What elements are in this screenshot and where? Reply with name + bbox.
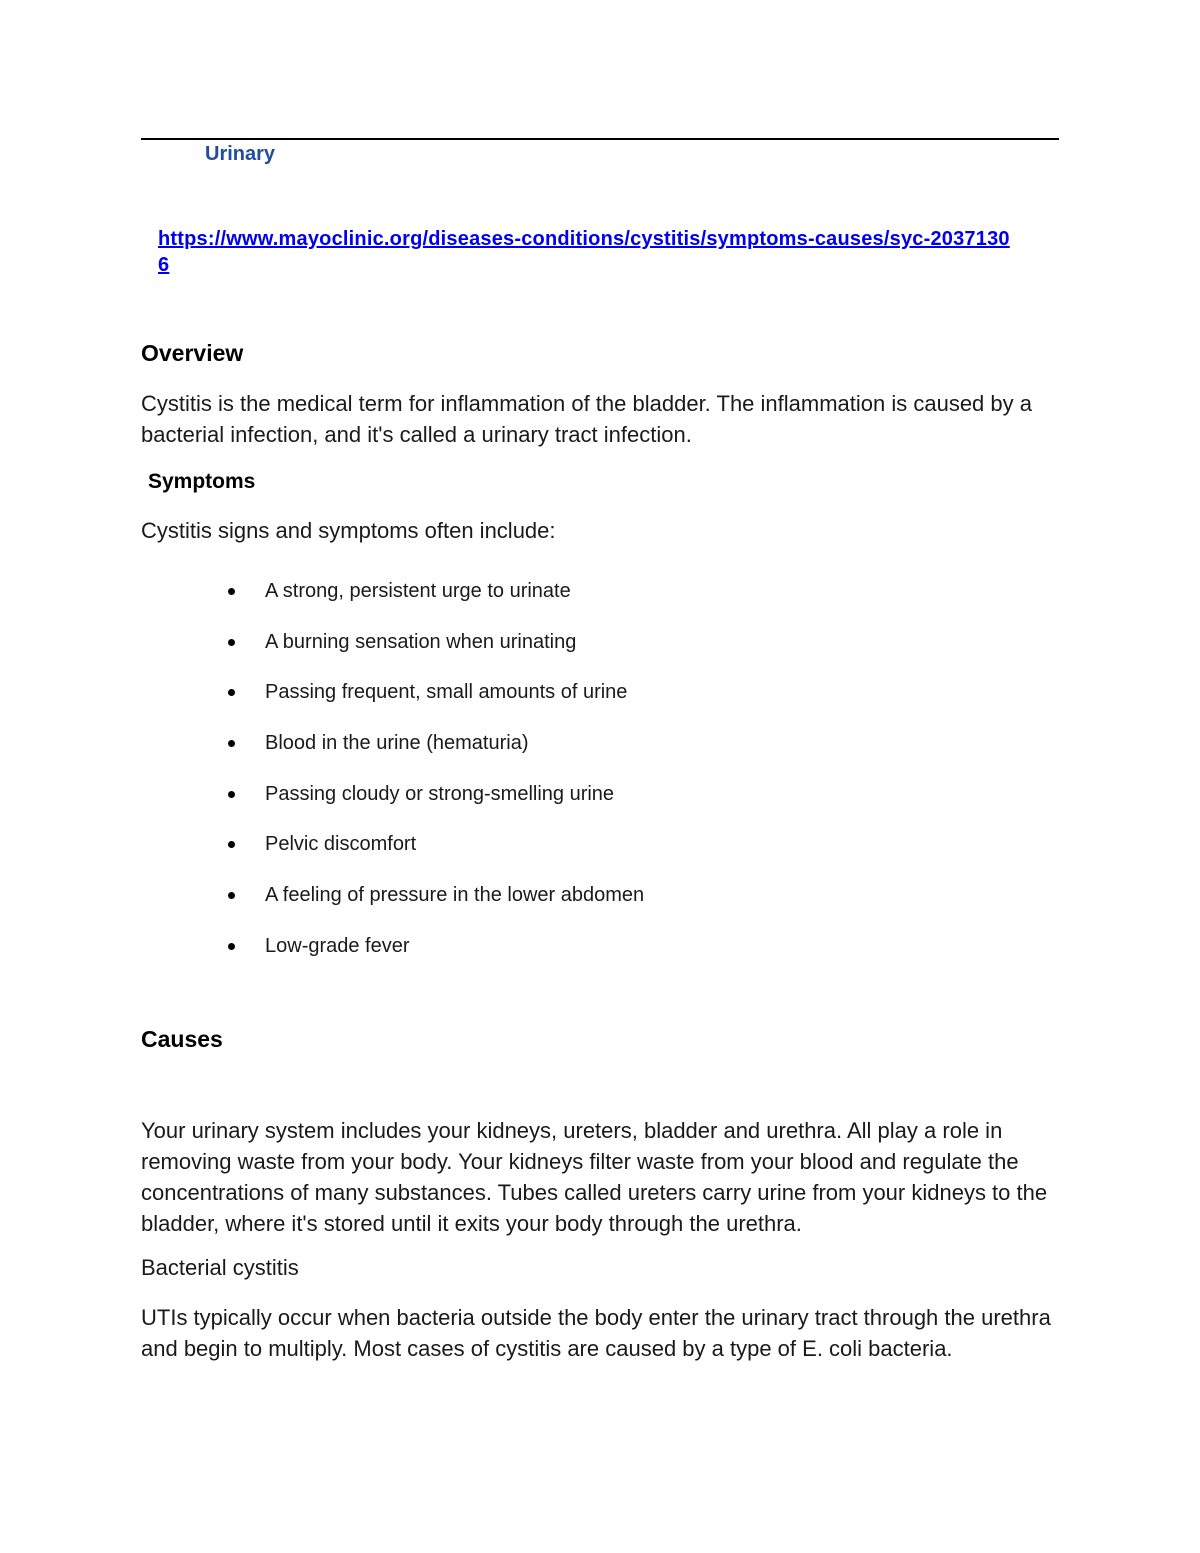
bullet-icon bbox=[228, 892, 235, 899]
list-item-text: Passing cloudy or strong-smelling urine bbox=[265, 782, 615, 805]
symptoms-heading: Symptoms bbox=[148, 470, 256, 493]
bacterial-cystitis-heading: Bacterial cystitis bbox=[141, 1255, 299, 1280]
list-item-text: Low-grade fever bbox=[265, 934, 410, 957]
causes-paragraph: Your urinary system includes your kidneys, ureters, bladder and urethra. All play a role in removing waste from your body. Your kidneys filter waste from your blood and regulate the concentrations of many substances. Tubes called ureters carry urine from your kidneys to the bladder, where it's stored until it exits your body through the urethra. bbox=[141, 1118, 1048, 1236]
section-label: Urinary bbox=[205, 143, 276, 165]
bullet-icon bbox=[228, 639, 235, 646]
bullet-icon bbox=[228, 791, 235, 798]
bullet-icon bbox=[228, 841, 235, 848]
overview-heading: Overview bbox=[141, 340, 244, 366]
source-link[interactable]: https://www.mayoclinic.org/diseases-conditions/cystitis/symptoms-causes/syc-20371306 bbox=[158, 228, 1010, 276]
list-item-text: A burning sensation when urinating bbox=[265, 630, 577, 653]
list-item-text: Passing frequent, small amounts of urine bbox=[265, 681, 628, 704]
top-divider bbox=[141, 138, 1059, 140]
bullet-icon bbox=[228, 943, 235, 950]
overview-paragraph: Cystitis is the medical term for inflammation of the bladder. The inflammation is caused by a bacterial infection, and it's called a urinary tract infection. bbox=[141, 391, 1032, 447]
causes-heading: Causes bbox=[141, 1026, 223, 1052]
bullet-icon bbox=[228, 588, 235, 595]
bacterial-cystitis-paragraph: UTIs typically occur when bacteria outside the body enter the urinary tract through the urethra and begin to multiply. Most cases of cystitis are caused by a type of E. coli bacteria. bbox=[141, 1305, 1051, 1361]
bullet-icon bbox=[228, 740, 235, 747]
bullet-icon bbox=[228, 689, 235, 696]
symptoms-intro: Cystitis signs and symptoms often include: bbox=[141, 518, 556, 543]
list-item-text: Pelvic discomfort bbox=[265, 833, 417, 856]
list-item-text: A strong, persistent urge to urinate bbox=[265, 580, 571, 602]
list-item-text: A feeling of pressure in the lower abdomen bbox=[265, 884, 645, 907]
list-item-text: Blood in the urine (hematuria) bbox=[265, 732, 529, 755]
